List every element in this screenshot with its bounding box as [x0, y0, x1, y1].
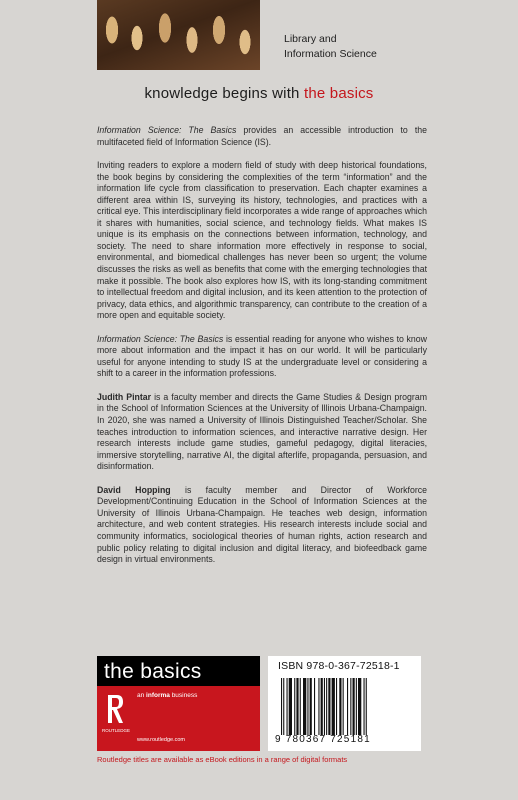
author-name-pintar: Judith Pintar: [97, 391, 152, 402]
ebook-note: Routledge titles are available as eBook editions in a range of digital formats: [97, 755, 348, 764]
audience-paragraph: [97, 334, 427, 380]
book-title-italic: Information Science: The Basics: [97, 125, 237, 135]
subject-label: [284, 32, 377, 62]
cover-photo: [97, 0, 260, 70]
series-logo: the basics: [104, 660, 202, 683]
author-bio-hopping: [97, 485, 427, 566]
series-logo-box: [97, 656, 260, 751]
audience-text: is essential reading for anyone who wishes to know more about information and the impact it has on our world. It will be particularly useful for anyone intending to study IS at the undergraduate level or considering a shift to a career in the information professions.: [97, 333, 427, 379]
subject-line-2: Information Science: [284, 48, 377, 60]
author-text-pintar: is a faculty member and directs the Game Studies & Design program in the School of Information Sciences at the University of Illinois Urbana-Champaign. In 2020, she was named a University of Illinois Distinguished Teacher/Scholar. She teaches introduction to information sciences, and interactive narrative design. Her research interests include game studies, gameful pedagogy, digital literacies, immersive storytelling, narrative AI, the digital afterlife, propaganda, persuasion, and disinformation.: [97, 391, 427, 472]
author-text-hopping: is faculty member and Director of Workforce Development/Continuing Education in the School of Information Sciences at the University of Illinois Urbana-Champaign. He teaches web design, information architecture, and web content strategies. His research interests include social and community informatics, sociological theories of human rights, action research and public policy relating to digital inclusion and digital literacy, and biofeedback game design in virtual environments.: [97, 484, 428, 565]
author-bio-pintar: [97, 392, 427, 473]
barcode-box: [268, 656, 421, 751]
isbn-label: ISBN 978-0-367-72518-1: [278, 660, 400, 672]
publisher-name: ROUTLEDGE: [101, 728, 130, 733]
tagline-prefix: knowledge begins with: [144, 85, 304, 102]
publisher-band: [97, 686, 260, 751]
series-tagline: [0, 85, 518, 102]
author-name-hopping: David Hopping: [97, 484, 171, 495]
barcode-graphic: [280, 678, 412, 735]
informa-line: [137, 692, 197, 699]
blurb: [97, 125, 427, 578]
informa-prefix: an: [137, 692, 147, 699]
informa-suffix: business: [169, 692, 198, 699]
routledge-r-icon: [105, 693, 125, 733]
subject-line-1: Library and: [284, 33, 337, 45]
intro-paragraph: [97, 125, 427, 148]
informa-bold: informa: [146, 692, 170, 699]
publisher-website: www.routledge.com: [137, 737, 185, 743]
book-title-italic-2: Information Science: The Basics: [97, 333, 224, 344]
description-paragraph: Inviting readers to explore a modern field of study with deep historical foundations, the book begins by considering the complexities of the term “information” and the information life cycle from classification to preservation. Each chapter examines a different area within IS, surveying its history, technologies, and practices with a critical eye. This interdisciplinary field incorporates a wide range of approaches which it shares with humanities, social science, and technology fields. What makes IS unique is its emphasis on the connections between information, technology, and society. The need to share information more effectively in response to social, environmental, and biomedical challenges has never been so urgent; the volume discusses the risks as well as benefits that come with the emerging technologies that make it possible. The book also explores how IS, with its long-standing commitment to intellectual freedom and digital inclusion, and its keen attention to the protection of privacy, data ethics, and algorithmic transparency, can contribute to the creation of a more open and equitable society.: [97, 160, 427, 321]
barcode-digits: 9 780367 725181: [275, 734, 371, 745]
intro-text: provides an accessible introduction to the multifaceted field of Information Science (IS).: [97, 125, 427, 147]
tagline-accent: the basics: [303, 85, 374, 102]
